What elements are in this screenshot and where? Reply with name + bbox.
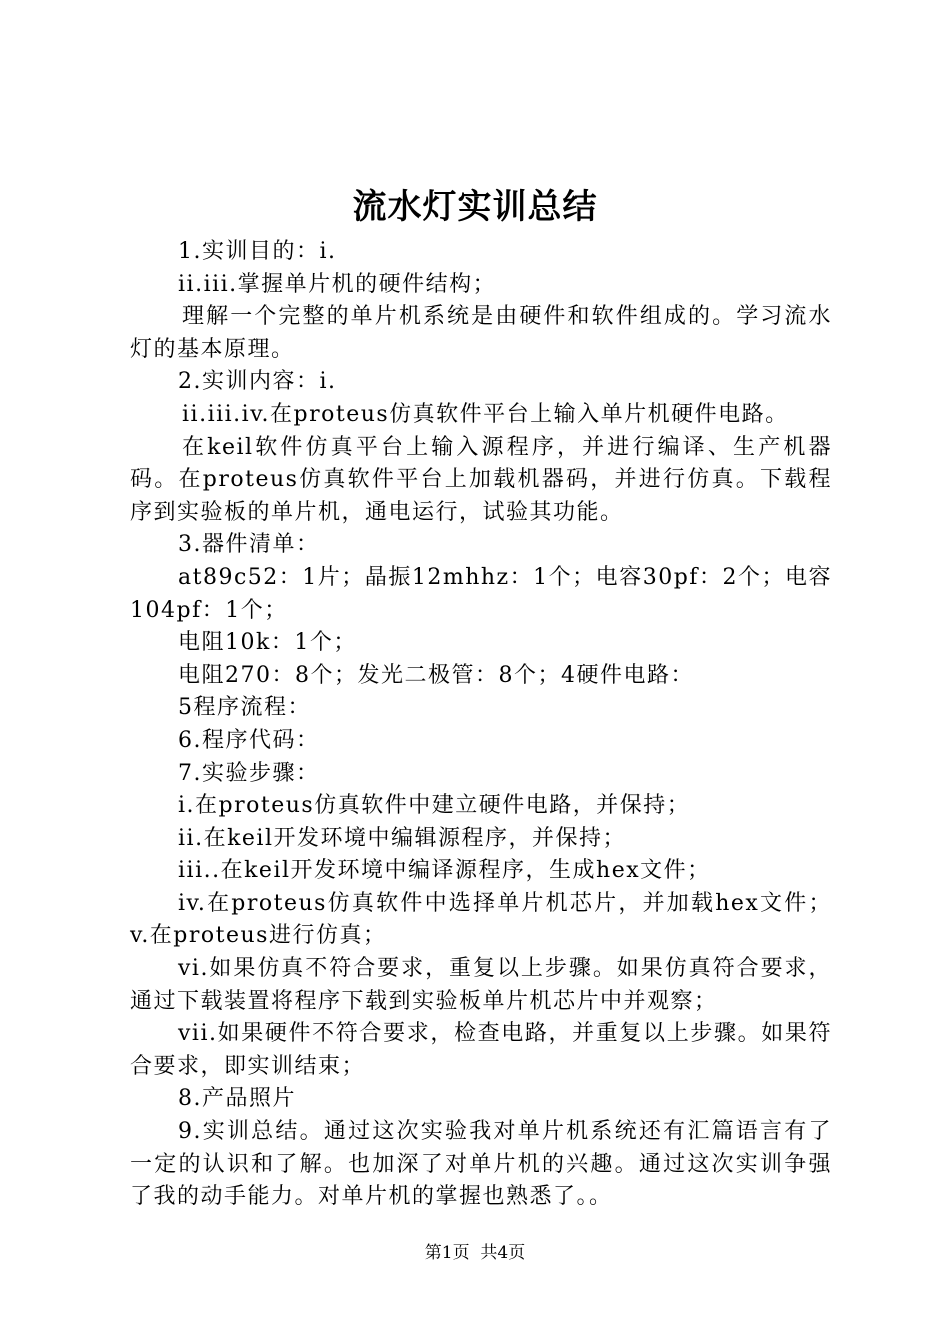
paragraph: 电阻270：8个；发光二极管：8个；4硬件电路：	[178, 662, 694, 688]
paragraph: iii..在keil开发环境中编译源程序，生成hex文件；	[178, 858, 711, 884]
paragraph: iv.在proteus仿真软件中选择单片机芯片，并加载hex文件；v.在proteus进行仿真；	[130, 890, 832, 949]
page-footer	[0, 1240, 950, 1266]
page-number: 第1页	[424, 1243, 470, 1263]
paragraph: at89c52：1片；晶振12mhhz：1个；电容30pf：2个；电容104pf：1个；	[130, 564, 832, 623]
paragraph: 8.产品照片	[178, 1086, 296, 1112]
document-title: 流水灯实训总结	[352, 187, 598, 227]
paragraph: ii.在keil开发环境中编辑源程序，并保持；	[178, 825, 626, 851]
paragraph: 3.器件清单：	[178, 532, 320, 558]
page-total: 共4页	[480, 1243, 526, 1263]
paragraph: vi.如果仿真不符合要求，重复以上步骤。如果仿真符合要求，通过下载装置将程序下载到实验板单片机芯片中并观察；	[130, 956, 832, 1014]
paragraph: 6.程序代码：	[178, 727, 320, 753]
paragraph: 9.实训总结。通过这次实验我对单片机系统还有汇篇语言有了一定的认识和了解。也加深了对单片机的兴趣。通过这次实训争强了我的动手能力。对单片机的掌握也熟悉了。。	[130, 1119, 832, 1210]
paragraph: 在keil软件仿真平台上输入源程序，并进行编译、生产机器码。在proteus仿真软件平台上加载机器码，并进行仿真。下载程序到实验板的单片机，通电运行，试验其功能。	[130, 434, 832, 525]
document-body	[130, 236, 832, 1214]
paragraph: 电阻10k：1个；	[178, 630, 357, 656]
paragraph: 7.实验步骤：	[178, 760, 320, 786]
paragraph: ii.iii.iv.在proteus仿真软件平台上输入单片机硬件电路。	[182, 401, 789, 427]
paragraph: ii.iii.掌握单片机的硬件结构；	[178, 271, 497, 297]
paragraph: i.在proteus仿真软件中建立硬件电路，并保持；	[178, 793, 691, 819]
paragraph: 1.实训目的：i.	[178, 239, 337, 264]
paragraph: 2.实训内容：i.	[178, 369, 337, 395]
paragraph: vii.如果硬件不符合要求，检查电路，并重复以上步骤。如果符合要求，即实训结束；	[130, 1021, 832, 1079]
paragraph: 5程序流程：	[178, 695, 311, 721]
paragraph: 理解一个完整的单片机系统是由硬件和软件组成的。学习流水灯的基本原理。	[130, 304, 832, 362]
